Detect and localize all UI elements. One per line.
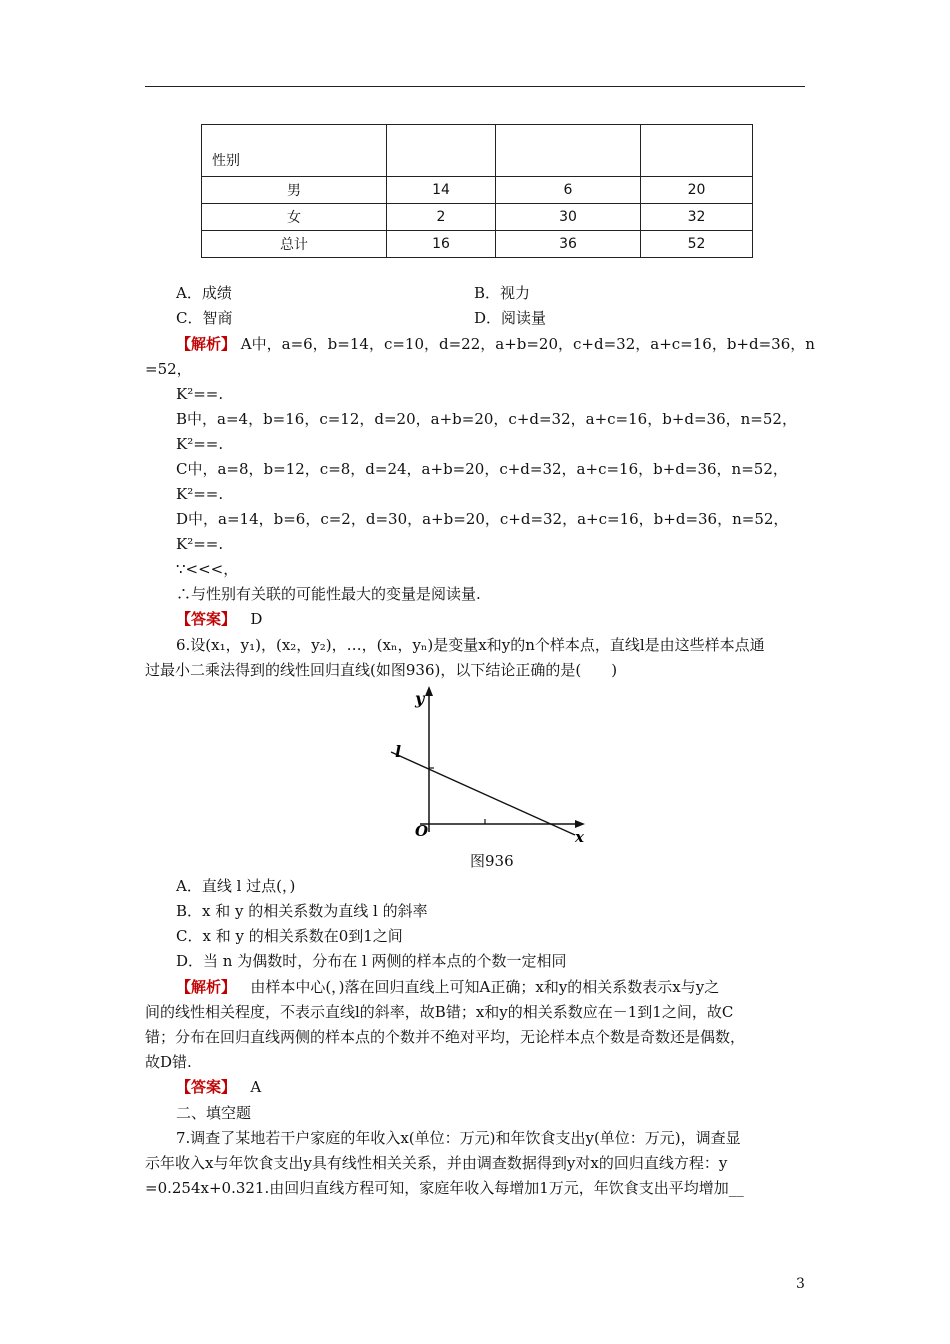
formula-line: K²==. — [176, 385, 224, 403]
data-table — [201, 124, 753, 258]
table-cell: 男 — [202, 177, 387, 204]
page-number: 3 — [796, 1276, 805, 1292]
table-row — [202, 231, 753, 258]
analysis-text: A中，a=6，b=14，c=10，d=22，a+b=20，c+d=32，a+c=16，b+d=36，n — [240, 335, 815, 353]
table-cell: 女 — [202, 204, 387, 231]
analysis-text: D中，a=14，b=6，c=2，d=30，a+b=20，c+d=32，a+c=16，b+d=36，n=52， — [176, 510, 789, 528]
q6-option-d: D．当 n 为偶数时，分布在 l 两侧的样本点的个数一定相同 — [176, 952, 567, 970]
analysis-tag: 【解析】 — [176, 978, 237, 996]
table-cell: 2 — [387, 204, 496, 231]
q6-option-b: B．x 和 y 的相关系数为直线 l 的斜率 — [176, 902, 428, 920]
q7-line: 示年收入x与年饮食支出y具有线性相关关系，并由调查数据得到y对x的回归直线方程：y — [145, 1154, 728, 1172]
table-cell: 52 — [641, 231, 753, 258]
section-heading: 二、填空题 — [176, 1104, 252, 1122]
q6-analysis-first-line — [176, 977, 719, 997]
formula-line: K²==. — [176, 485, 224, 503]
table-cell: 16 — [387, 231, 496, 258]
q6-stem-line: 6.设(x₁，y₁)，(x₂，y₂)，…，(xₙ，yₙ)是变量x和y的n个样本点，直线l是由这些样本点通 — [176, 636, 765, 654]
q5-option-a: A．成绩 — [176, 284, 232, 302]
answer-value: A — [250, 1078, 262, 1096]
analysis-text: C中，a=8，b=12，c=8，d=24，a+b=20，c+d=32，a+c=16，b+d=36，n=52， — [176, 460, 788, 478]
table-row — [202, 204, 753, 231]
table-header-cell — [496, 125, 641, 177]
origin-label: O — [415, 822, 429, 840]
figure-caption: 图936 — [470, 852, 514, 870]
table-cell: 6 — [496, 177, 641, 204]
y-axis-arrow — [425, 686, 433, 696]
table-cell: 总计 — [202, 231, 387, 258]
line-label: l — [395, 742, 402, 761]
analysis-tag: 【解析】 — [176, 335, 237, 353]
q6-answer-line — [176, 1077, 261, 1097]
table-row — [202, 177, 753, 204]
analysis-text: 故D错. — [145, 1053, 192, 1071]
y-axis-label: y — [415, 689, 425, 708]
regression-figure — [385, 682, 595, 847]
q5-option-b: B．视力 — [474, 284, 531, 302]
q6-stem-line: 过最小二乘法得到的线性回归直线(如图936)，以下结论正确的是( ) — [145, 661, 618, 679]
analysis-text: =52， — [145, 360, 192, 378]
q5-option-d: D．阅读量 — [474, 309, 547, 327]
x-axis-arrow — [575, 820, 585, 828]
q5-analysis-first-line — [176, 334, 815, 354]
table-cell: 20 — [641, 177, 753, 204]
analysis-text: B中，a=4，b=16，c=12，d=20，a+b=20，c+d=32，a+c=16，b+d=36，n=52， — [176, 410, 797, 428]
table-cell: 32 — [641, 204, 753, 231]
answer-value: D — [250, 610, 263, 628]
header-rule — [145, 86, 805, 87]
x-axis-label: x — [575, 828, 584, 846]
q5-answer-line — [176, 609, 262, 629]
analysis-text: 由样本中心(，)落在回归直线上可知A正确；x和y的相关系数表示x与y之 — [250, 978, 720, 996]
table-header-cell: 性别 — [202, 125, 387, 177]
table-cell: 36 — [496, 231, 641, 258]
table-cell: 14 — [387, 177, 496, 204]
answer-tag: 【答案】 — [176, 1078, 237, 1096]
table-header-row — [202, 125, 753, 177]
q6-option-c: C．x 和 y 的相关系数在0到1之间 — [176, 927, 403, 945]
analysis-text: ∵<<<， — [176, 560, 239, 578]
table-header-cell — [387, 125, 496, 177]
table-cell: 30 — [496, 204, 641, 231]
table-header-cell — [641, 125, 753, 177]
analysis-text: 错；分布在回归直线两侧的样本点的个数并不绝对平均，无论样本点个数是奇数还是偶数， — [145, 1028, 746, 1046]
q7-line: 7.调查了某地若干户家庭的年收入x(单位：万元)和年饮食支出y(单位：万元)，调查显 — [176, 1129, 741, 1147]
formula-line: K²==. — [176, 535, 224, 553]
q5-option-c: C．智商 — [176, 309, 233, 327]
formula-line: K²==. — [176, 435, 224, 453]
conclusion-text: ∴与性别有关联的可能性最大的变量是阅读量. — [176, 585, 481, 603]
q7-line: =0.254x+0.321.由回归直线方程可知，家庭年收入每增加1万元，年饮食支出平均增加__ — [145, 1179, 744, 1197]
q6-option-a: A．直线 l 过点(，) — [176, 877, 296, 895]
answer-tag: 【答案】 — [176, 610, 237, 628]
analysis-text: 间的线性相关程度，不表示直线l的斜率，故B错；x和y的相关系数应在－1到1之间，故C — [145, 1003, 734, 1021]
